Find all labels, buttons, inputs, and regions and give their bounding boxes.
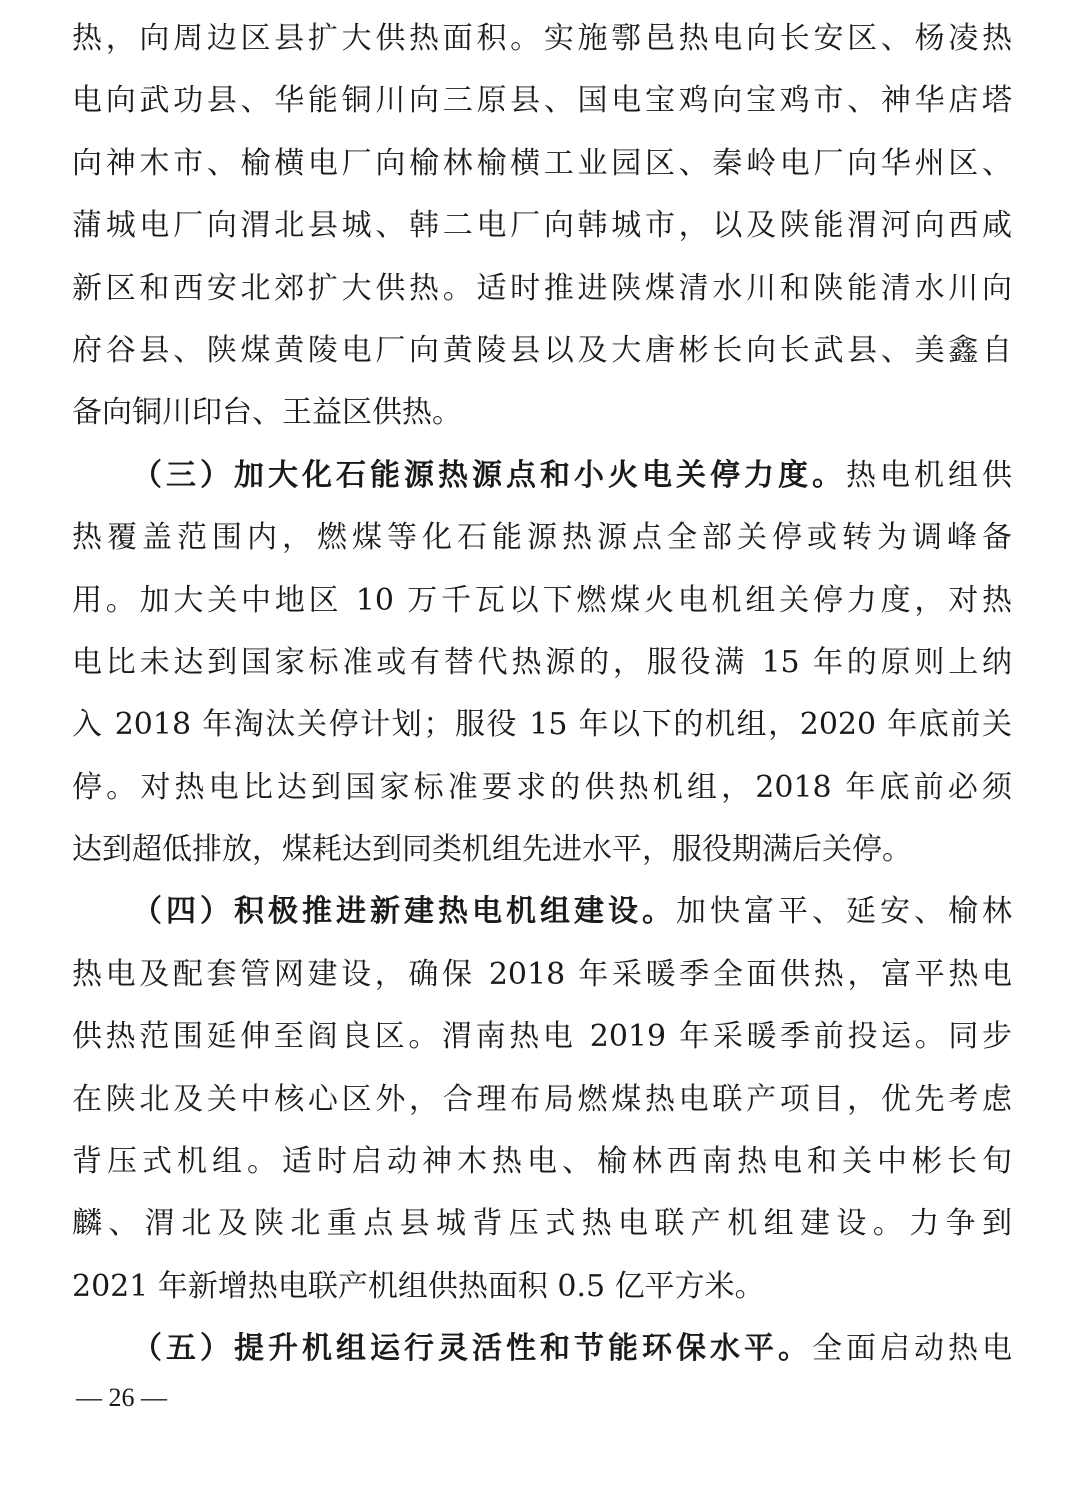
text-line: 府谷县、陕煤黄陵电厂向黄陵县以及大唐彬长向长武县、美鑫自: [72, 332, 1012, 368]
text-line: 热电及配套管网建设，确保 2018 年采暖季全面供热，富平热电: [72, 956, 1012, 992]
text-line: 停。对热电比达到国家标准要求的供热机组，2018 年底前必须: [72, 769, 1012, 805]
section-heading-line: [72, 881, 1012, 943]
section-heading: （四）积极推进新建热电机组建设。: [132, 894, 676, 930]
text-line: 电比未达到国家标准或有替代热源的，服役满 15 年的原则上纳: [72, 644, 1012, 680]
text-line: 热，向周边区县扩大供热面积。实施鄠邑热电向长安区、杨凌热: [72, 21, 1012, 56]
text-line: 供热范围延伸至阎良区。渭南热电 2019 年采暖季前投运。同步: [72, 1019, 1012, 1055]
section-text: 加快富平、延安、榆林: [676, 894, 1012, 930]
section-heading: （三）加大化石能源热源点和小火电关停力度。: [132, 457, 846, 493]
text-line: 入 2018 年淘汰关停计划；服役 15 年以下的机组，2020 年底前关: [72, 707, 1012, 743]
body-text: [72, 8, 1012, 1381]
section-heading-line: [72, 445, 1012, 507]
text-line: 用。加大关中地区 10 万千瓦以下燃煤火电机组关停力度，对热: [72, 582, 1012, 618]
text-line: 麟、渭北及陕北重点县城背压式热电联产机组建设。力争到: [72, 1206, 1012, 1242]
section-text: 热电机组供: [846, 457, 1012, 493]
text-line: 电向武功县、华能铜川向三原县、国电宝鸡向宝鸡市、神华店塔: [72, 83, 1012, 119]
section-heading: （五）提升机组运行灵活性和节能环保水平。: [132, 1331, 812, 1367]
text-line: 热覆盖范围内，燃煤等化石能源热源点全部关停或转为调峰备: [72, 520, 1012, 556]
text-line: 蒲城电厂向渭北县城、韩二电厂向韩城市，以及陕能渭河向西咸: [72, 208, 1012, 244]
page-number: — 26 —: [76, 1383, 167, 1412]
section-heading-line: [72, 1318, 1012, 1380]
text-line: 2021 年新增热电联产机组供热面积 0.5 亿平方米。: [72, 1268, 765, 1304]
text-line: 背压式机组。适时启动神木热电、榆林西南热电和关中彬长旬: [72, 1144, 1012, 1180]
text-line: 备向铜川印台、王益区供热。: [72, 395, 462, 431]
text-line: 新区和西安北郊扩大供热。适时推进陕煤清水川和陕能清水川向: [72, 270, 1012, 306]
section-text: 全面启动热电: [812, 1331, 1012, 1367]
text-line: 向神木市、榆横电厂向榆林榆横工业园区、秦岭电厂向华州区、: [72, 145, 1012, 181]
text-line: 达到超低排放，煤耗达到同类机组先进水平，服役期满后关停。: [72, 832, 912, 868]
text-line: 在陕北及关中核心区外，合理布局燃煤热电联产项目，优先考虑: [72, 1081, 1012, 1117]
